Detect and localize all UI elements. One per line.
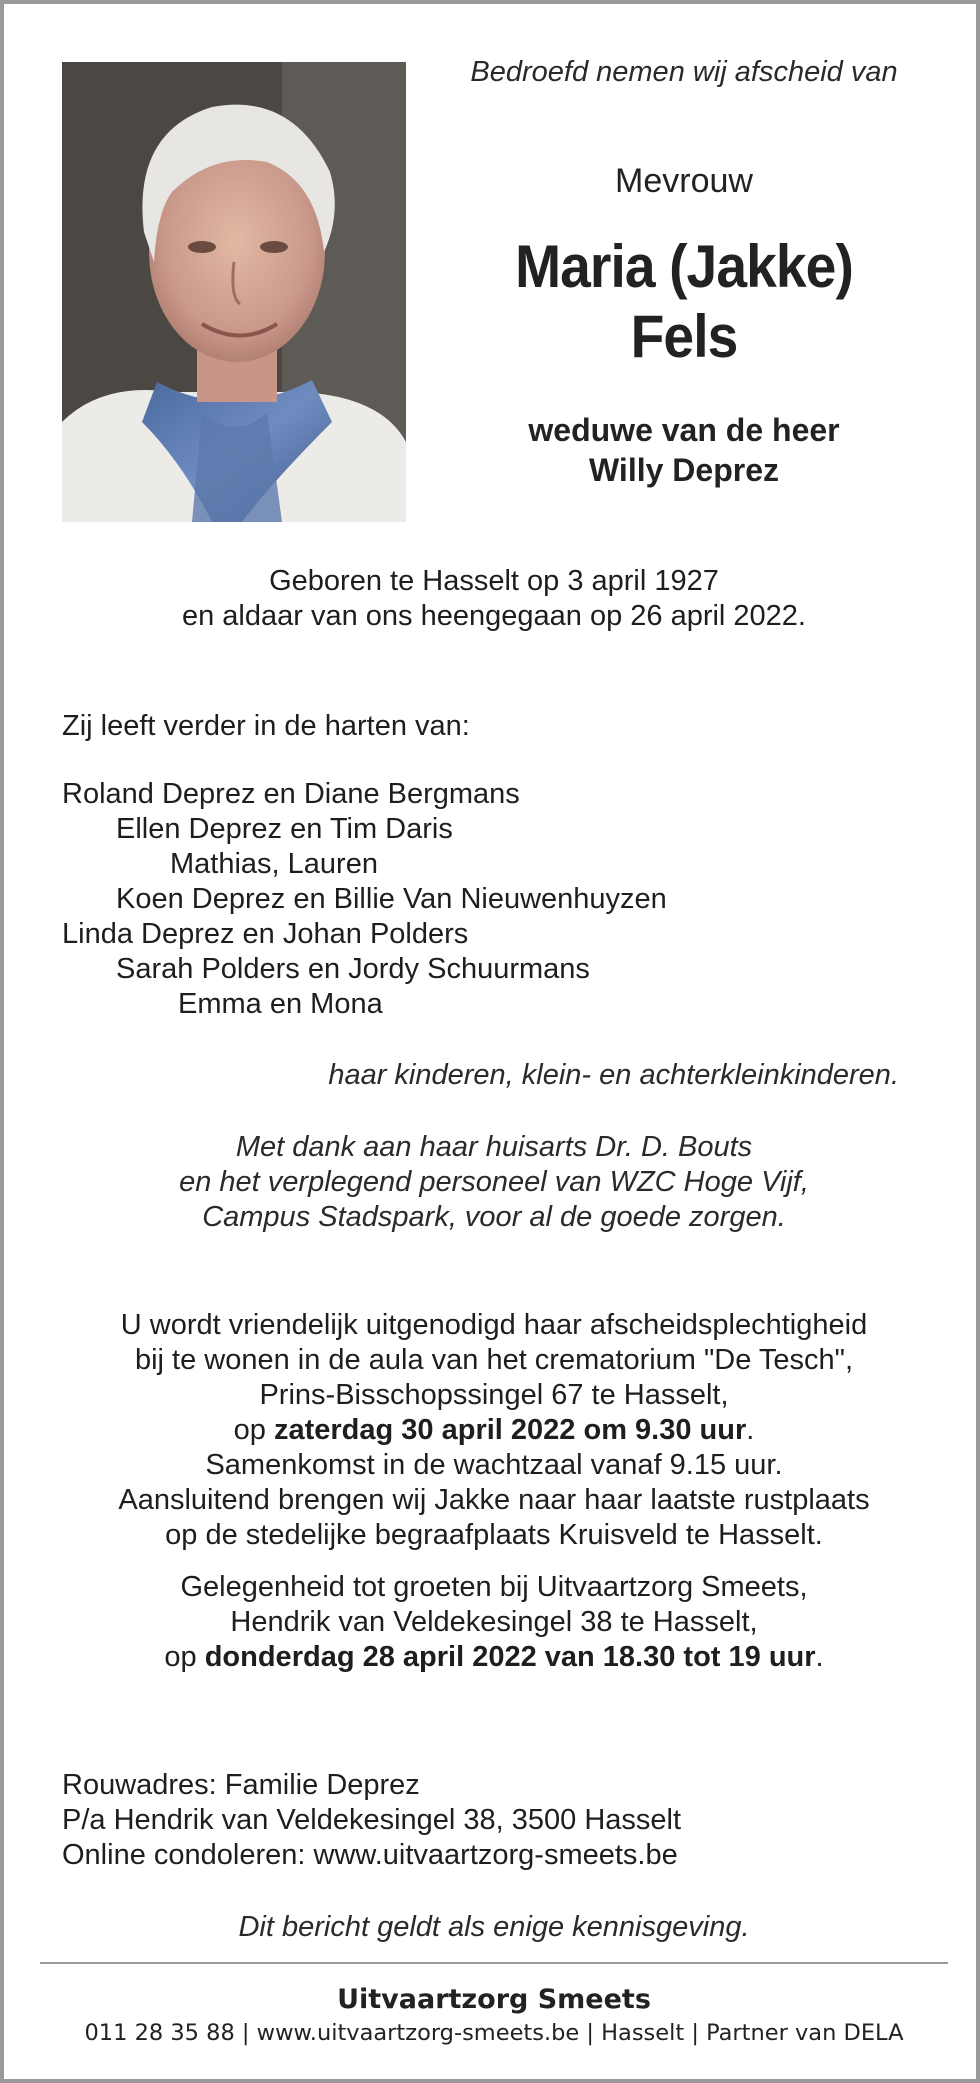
honorific: Mevrouw xyxy=(615,162,753,200)
name-line-1: Maria (Jakke) xyxy=(515,233,853,300)
ceremony-line-5: Samenkomst in de wachtzaal vanaf 9.15 uur. xyxy=(205,1449,783,1481)
spouse-line-2: Willy Deprez xyxy=(589,452,779,488)
lead-text: Bedroefd nemen wij afscheid van xyxy=(470,56,898,88)
family-member: Ellen Deprez en Tim Daris xyxy=(116,813,453,845)
death-line: en aldaar van ons heengegaan op 26 april 2022. xyxy=(181,600,806,632)
contact-block xyxy=(62,1768,942,1873)
notice-text: Dit bericht geldt als enige kennisgeving. xyxy=(238,1911,750,1943)
portrait-photo xyxy=(62,62,406,522)
contact-line-2: P/a Hendrik van Veldekesingel 38, 3500 Hasselt xyxy=(62,1804,682,1836)
ceremony-date-suffix: . xyxy=(746,1414,755,1446)
family-member: Mathias, Lauren xyxy=(170,848,378,880)
ceremony-line-3: Prins-Bisschopssingel 67 te Hasselt, xyxy=(259,1379,729,1411)
family-closing: haar kinderen, klein- en achterkleinkinderen. xyxy=(328,1059,899,1091)
birth-line: Geboren te Hasselt op 3 april 1927 xyxy=(269,565,719,597)
spouse-info xyxy=(424,410,944,490)
family-member: Linda Deprez en Johan Polders xyxy=(62,918,469,950)
birth-death-info xyxy=(34,564,954,634)
footer-info: 011 28 35 88 | www.uitvaartzorg-smeets.be | Hasselt | Partner van DELA xyxy=(84,2020,904,2046)
ceremony-line-2: bij te wonen in de aula van het crematorium "De Tesch", xyxy=(134,1344,854,1376)
name-line-2: Fels xyxy=(630,303,738,370)
ceremony-line-6: Aansluitend brengen wij Jakke naar haar laatste rustplaats xyxy=(118,1484,870,1516)
visitation-date-prefix: op xyxy=(164,1641,205,1673)
thanks-line-2: en het verplegend personeel van WZC Hoge Vijf, xyxy=(179,1166,809,1198)
footer-company: Uitvaartzorg Smeets xyxy=(337,1984,651,2015)
family-member: Koen Deprez en Billie Van Nieuwenhuyzen xyxy=(116,883,667,915)
contact-line-1: Rouwadres: Familie Deprez xyxy=(62,1769,420,1801)
visitation-line-3 xyxy=(34,1640,954,1675)
contact-line-3: Online condoleren: www.uitvaartzorg-smeets.be xyxy=(62,1839,678,1871)
visitation-date: donderdag 28 april 2022 van 18.30 tot 19 uur xyxy=(204,1641,816,1673)
family-member: Roland Deprez en Diane Bergmans xyxy=(62,778,520,810)
ceremony-line-4 xyxy=(34,1413,954,1448)
visitation-line-2: Hendrik van Veldekesingel 38 te Hasselt, xyxy=(230,1606,758,1638)
spouse-line-1: weduwe van de heer xyxy=(528,412,840,448)
family-member: Emma en Mona xyxy=(178,988,383,1020)
footer-divider xyxy=(40,1962,948,1964)
ceremony-line-1: U wordt vriendelijk uitgenodigd haar afscheidsplechtigheid xyxy=(120,1309,868,1341)
portrait-illustration xyxy=(62,62,406,522)
visitation-line-1: Gelegenheid tot groeten bij Uitvaartzorg Smeets, xyxy=(180,1571,808,1603)
visitation-block xyxy=(34,1570,954,1675)
ceremony-block xyxy=(34,1308,954,1553)
ceremony-line-7: op de stedelijke begraafplaats Kruisveld te Hasselt. xyxy=(165,1519,823,1551)
deceased-name xyxy=(445,232,923,372)
family-intro: Zij leeft verder in de harten van: xyxy=(62,710,470,742)
family-list xyxy=(62,777,942,1022)
ceremony-date: zaterdag 30 april 2022 om 9.30 uur xyxy=(273,1414,747,1446)
family-member: Sarah Polders en Jordy Schuurmans xyxy=(116,953,590,985)
thanks-line-3: Campus Stadspark, voor al de goede zorgen. xyxy=(202,1201,786,1233)
thanks-block xyxy=(34,1130,954,1235)
visitation-date-suffix: . xyxy=(815,1641,824,1673)
thanks-line-1: Met dank aan haar huisarts Dr. D. Bouts xyxy=(235,1131,753,1163)
ceremony-date-prefix: op xyxy=(233,1414,274,1446)
